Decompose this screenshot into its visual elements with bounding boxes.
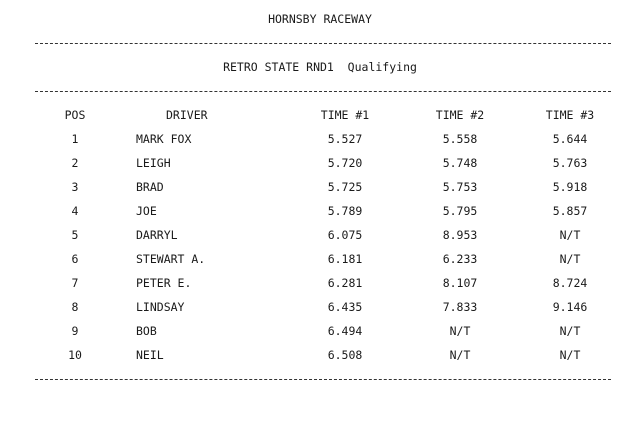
driver-cell: NEIL	[136, 348, 164, 362]
pos-cell: 1	[71, 132, 79, 146]
time3-cell: N/T	[559, 324, 581, 338]
time1-cell: 5.789	[327, 204, 363, 218]
document-title: HORNSBY RACEWAY	[268, 12, 372, 26]
time3-cell: N/T	[559, 228, 581, 242]
driver-cell: PETER E.	[136, 276, 192, 290]
pos-cell: 5	[71, 228, 79, 242]
pos-cell: 8	[71, 300, 79, 314]
time2-cell: N/T	[449, 348, 471, 362]
pos-cell: 6	[71, 252, 79, 266]
pos-cell: 9	[71, 324, 79, 338]
session-title: RETRO STATE RND1 Qualifying	[223, 60, 417, 74]
table-header	[0, 108, 640, 124]
time2-cell: N/T	[449, 324, 471, 338]
time2-cell: 8.107	[442, 276, 478, 290]
driver-cell: STEWART A.	[136, 252, 206, 266]
table-row	[0, 348, 640, 364]
header-pos: POS	[64, 108, 86, 122]
time1-cell: 5.720	[327, 156, 363, 170]
time2-cell: 5.748	[442, 156, 478, 170]
time3-cell: 8.724	[552, 276, 588, 290]
time3-cell: 5.644	[552, 132, 588, 146]
pos-cell: 4	[71, 204, 79, 218]
table-row	[0, 252, 640, 268]
driver-cell: LEIGH	[136, 156, 171, 170]
time1-cell: 6.494	[327, 324, 363, 338]
pos-cell: 3	[71, 180, 79, 194]
divider-bottom	[35, 379, 611, 380]
table-row	[0, 156, 640, 172]
header-time1: TIME #1	[320, 108, 370, 122]
time3-cell: 9.146	[552, 300, 588, 314]
header-time3: TIME #3	[545, 108, 595, 122]
header-time2: TIME #2	[435, 108, 485, 122]
time2-cell: 7.833	[442, 300, 478, 314]
table-row	[0, 204, 640, 220]
table-row	[0, 132, 640, 148]
table-row	[0, 324, 640, 340]
time3-cell: N/T	[559, 348, 581, 362]
pos-cell: 10	[68, 348, 82, 362]
time3-cell: 5.763	[552, 156, 588, 170]
divider-middle	[35, 91, 611, 92]
pos-cell: 7	[71, 276, 79, 290]
table-row	[0, 300, 640, 316]
time2-cell: 5.753	[442, 180, 478, 194]
table-row	[0, 180, 640, 196]
driver-cell: JOE	[136, 204, 157, 218]
driver-cell: LINDSAY	[136, 300, 185, 314]
divider-top	[35, 43, 611, 44]
time1-cell: 6.281	[327, 276, 363, 290]
pos-cell: 2	[71, 156, 79, 170]
time2-cell: 6.233	[442, 252, 478, 266]
time1-cell: 6.181	[327, 252, 363, 266]
driver-cell: BOB	[136, 324, 157, 338]
driver-cell: BRAD	[136, 180, 164, 194]
time1-cell: 5.725	[327, 180, 363, 194]
driver-cell: MARK FOX	[136, 132, 192, 146]
time3-cell: 5.918	[552, 180, 588, 194]
header-driver: DRIVER	[166, 108, 208, 122]
time1-cell: 6.508	[327, 348, 363, 362]
time2-cell: 5.558	[442, 132, 478, 146]
table-row	[0, 228, 640, 244]
table-row	[0, 276, 640, 292]
driver-cell: DARRYL	[136, 228, 178, 242]
time3-cell: 5.857	[552, 204, 588, 218]
time1-cell: 6.075	[327, 228, 363, 242]
time2-cell: 8.953	[442, 228, 478, 242]
time1-cell: 5.527	[327, 132, 363, 146]
time3-cell: N/T	[559, 252, 581, 266]
time1-cell: 6.435	[327, 300, 363, 314]
time2-cell: 5.795	[442, 204, 478, 218]
